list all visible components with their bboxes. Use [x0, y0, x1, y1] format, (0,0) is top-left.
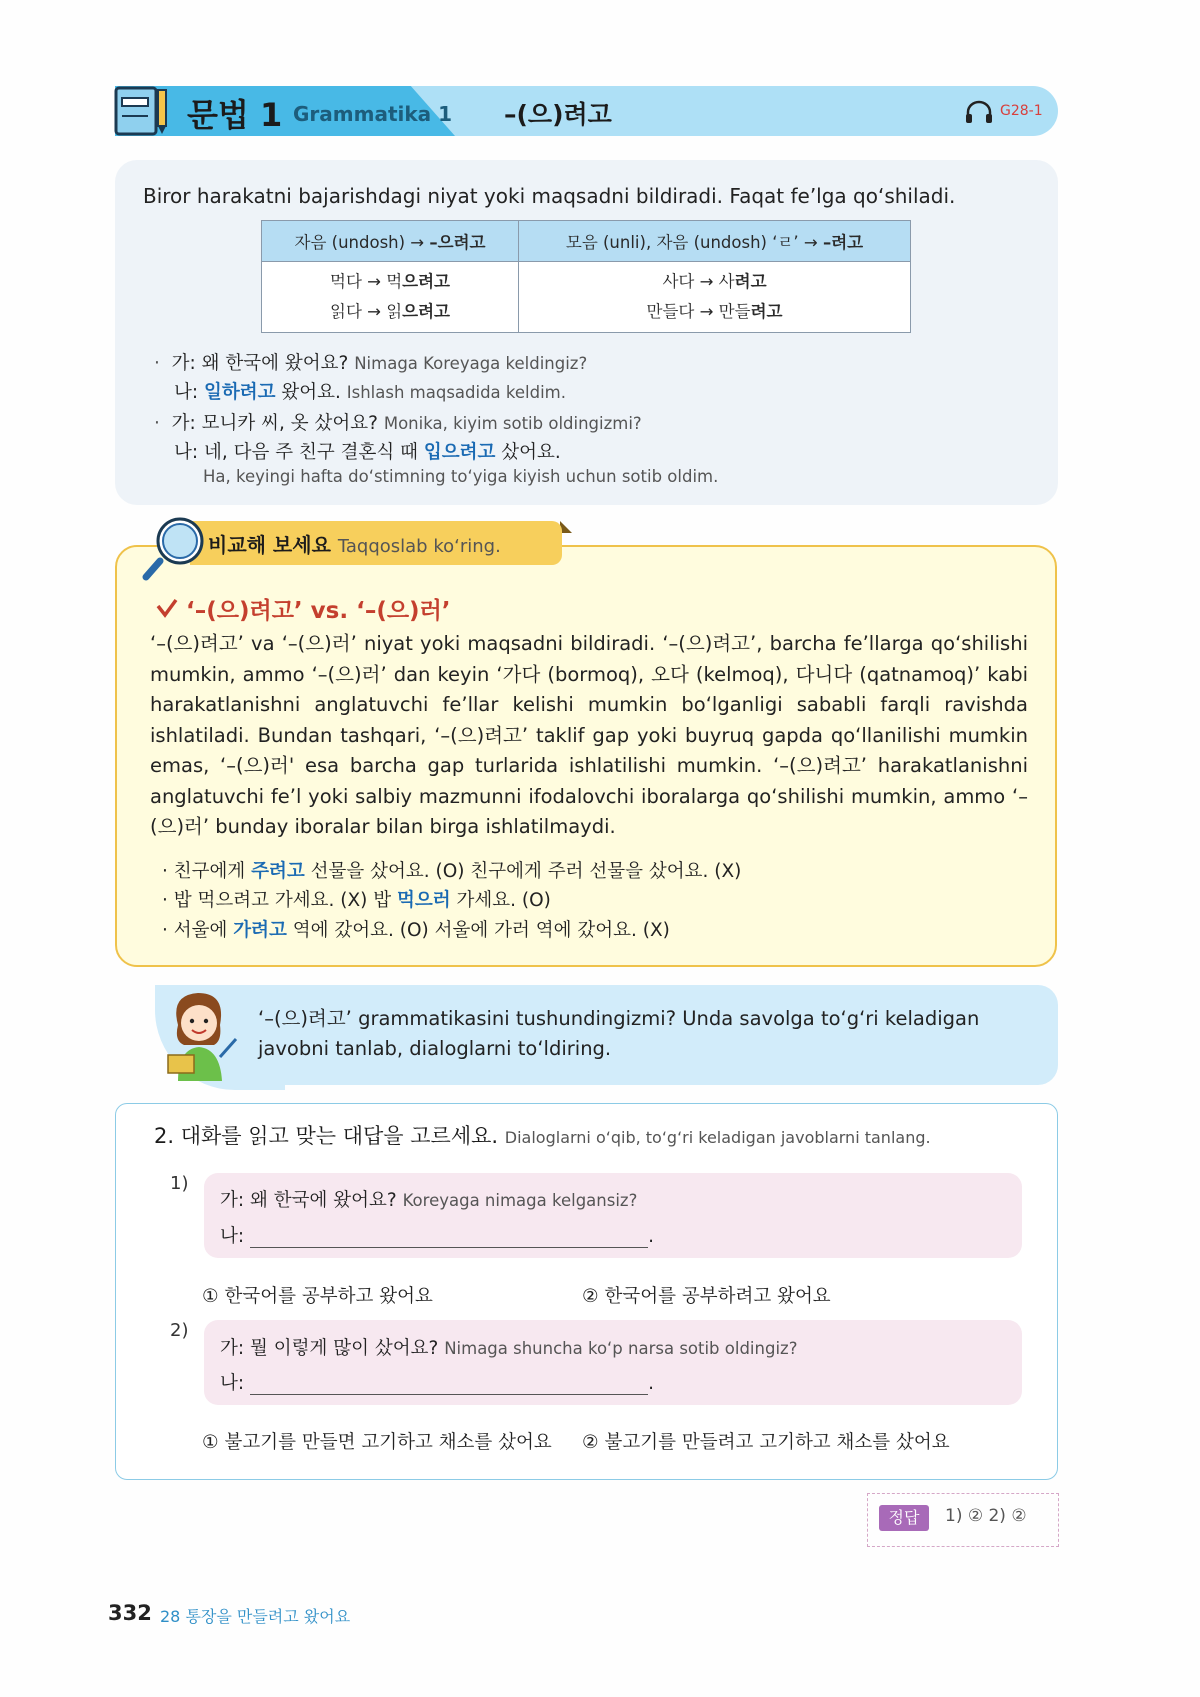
audio-track-code[interactable]: G28-1 [1000, 103, 1043, 119]
table-header-consonant: 자음 (undosh) → –으려고 [262, 221, 519, 262]
table-cell-consonant: 먹다 → 먹으려고 읽다 → 읽으려고 [262, 262, 519, 333]
answer-blank[interactable] [250, 1227, 648, 1248]
compare-paragraph: ‘–(으)려고’ va ‘–(으)러’ niyat yoki maqsadni bildiradi. ‘–(으)려고’, barcha fe’llarga qo‘shilishi mumkin, ammo ‘–(으)러’ dan keyin ‘가다 (bormoq), 오다 (kelmoq), 다니다 (qatnamoq)’ kabi harakatlanishni anglatuvchi fe’llar kelishi mumkin bo‘lganligi sababli farqli ravishda ishlatiladi. Bundan tashqari, ‘–(으)려고’ taklif gap yoki buyruq gapda qo‘llanilishi mumkin emas, ‘–(으)러' esa barcha gap turlarida ishlatilishi mumkin. ‘–(으)려고’ harakatlanishni anglatuvchi fe’l yoki salbiy mazmunni ifodalovchi iboralarga qo‘shilishi mumkin, ammo ‘–(으)러’ bunday iboralar bilan birga ishlatilmaydi. [150, 632, 1028, 838]
answer-key-text: 1) ② 2) ② [945, 1506, 1027, 1526]
example-line: · 가: 모니카 씨, 옷 샀어요? Monika, kiyim sotib oldingizmi? [154, 413, 642, 434]
grammar-pattern: –(으)려고 [504, 100, 612, 129]
answer-key-label: 정답 [879, 1505, 929, 1531]
dialogue-question: 가: 왜 한국에 왔어요? Koreyaga nimaga kelgansiz? [220, 1190, 638, 1211]
answer-blank[interactable] [250, 1374, 648, 1395]
compare-heading: ‘–(으)려고’ vs. ‘–(으)러’ [186, 598, 451, 624]
page-title: 문법 1 [187, 96, 283, 134]
compare-example: · 밥 먹으려고 가세요. (X) 밥 먹으러 가세요. (O) [162, 890, 551, 911]
example-line: · 가: 왜 한국에 왔어요? Nimaga Koreyaga keldingiz? [154, 353, 588, 374]
compare-title: 비교해 보세요 Taqqoslab ko‘ring. [208, 533, 501, 557]
question-number: 2) [170, 1320, 189, 1341]
conjugation-table [261, 220, 911, 333]
example-line: 나: 일하려고 왔어요. Ishlash maqsadida keldim. [174, 382, 566, 403]
example-line: 나: 네, 다음 주 친구 결혼식 때 입으려고 샀어요. [174, 442, 561, 463]
checkmark-icon [156, 597, 178, 619]
magnifier-icon [140, 515, 208, 583]
page-number: 332 [108, 1601, 152, 1625]
chapter-title: 28 통장을 만들려고 왔어요 [160, 1607, 351, 1626]
table-cell-vowel: 사다 → 사려고 만들다 → 만들려고 [519, 262, 911, 333]
answer-option[interactable]: ① 한국어를 공부하고 왔어요 [202, 1286, 433, 1307]
dialogue-answer: 나: . [220, 1373, 654, 1394]
answer-option[interactable]: ① 불고기를 만들면 고기하고 채소를 샀어요 [202, 1432, 552, 1453]
example-translation: Ha, keyingi hafta do‘stimning to‘yiga kiyish uchun sotib oldim. [203, 467, 719, 486]
dialogue-question: 가: 뭘 이렇게 많이 샀어요? Nimaga shuncha ko‘p narsa sotib oldingiz? [220, 1338, 798, 1359]
tip-text: ‘–(으)려고’ grammatikasini tushundingizmi? Unda savolga to‘g‘ri keladigan javobni tanlab, dialoglarni to‘ldiring. [258, 1007, 980, 1060]
book-pencil-icon [114, 84, 172, 138]
answer-option[interactable]: ② 불고기를 만들려고 고기하고 채소를 샀어요 [582, 1432, 950, 1453]
dialogue-answer: 나: . [220, 1226, 654, 1247]
answer-option[interactable]: ② 한국어를 공부하려고 왔어요 [582, 1286, 831, 1307]
teacher-character-icon [160, 985, 240, 1083]
table-header-vowel: 모음 (unli), 자음 (undosh) ‘ㄹ’ → –려고 [519, 221, 911, 262]
exercise-title: 2. 대화를 읽고 맞는 대답을 고르세요. Dialoglarni o‘qib, to‘g‘ri keladigan javoblarni tanlang. [154, 1124, 931, 1148]
compare-example: · 친구에게 주려고 선물을 샀어요. (O) 친구에게 주러 선물을 샀어요. (X) [162, 861, 742, 882]
page-subtitle: Grammatika 1 [293, 102, 453, 126]
compare-example: · 서울에 가려고 역에 갔어요. (O) 서울에 가러 역에 갔어요. (X) [162, 920, 670, 941]
question-number: 1) [170, 1173, 189, 1194]
headphones-icon[interactable] [964, 100, 994, 124]
explanation-intro: Biror harakatni bajarishdagi niyat yoki maqsadni bildiradi. Faqat fe’lga qo‘shiladi. [143, 184, 956, 208]
